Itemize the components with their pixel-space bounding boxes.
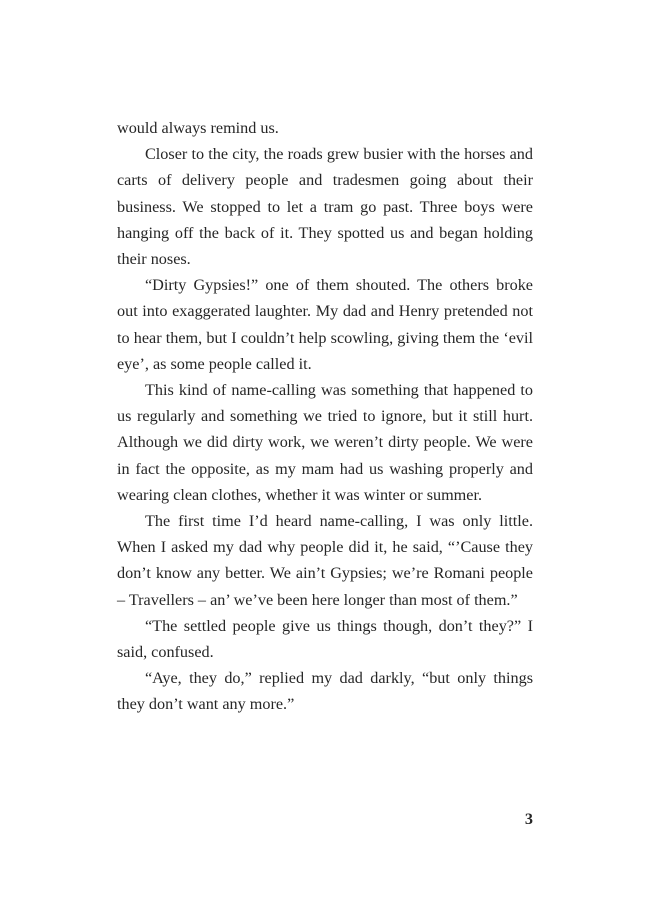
paragraph-aye-they-do: “Aye, they do,” replied my dad darkly, “but only things they don’t want any more.” — [117, 669, 533, 714]
page-body-text — [117, 115, 533, 718]
paragraph-continued: would always remind us. — [117, 119, 279, 137]
paragraph-name-calling: This kind of name-calling was something that happened to us regularly and something we tried to ignore, but it still hurt. Although we did dirty work, we weren’t dirty people. We were in fact the opposite, as my mam had us washing properly and wearing clean clothes, whether it was winter or summer. — [117, 381, 533, 504]
paragraph-first-time: The first time I’d heard name-calling, I was only little. When I asked my dad why people did it, he said, “’Cause they don’t know any better. We ain’t Gypsies; we’re Romani people – Travellers – an’ we’ve been here longer than most of them.” — [117, 512, 533, 609]
page-number: 3 — [524, 810, 533, 828]
paragraph-dirty-gypsies: “Dirty Gypsies!” one of them shouted. The others broke out into exaggerated laughter. My dad and Henry pretended not to hear them, but I couldn’t help scowling, giving them the ‘evil eye’, as some people called it. — [117, 276, 533, 373]
paragraph-settled-people: “The settled people give us things though, don’t they?” I said, confused. — [117, 616, 533, 662]
paragraph-city-roads: Closer to the city, the roads grew busier with the horses and carts of delivery people and tradesmen going about their business. We stopped to let a tram go past. Three boys were hanging off the back of it. They spotted us and began holding their noses. — [117, 145, 533, 269]
